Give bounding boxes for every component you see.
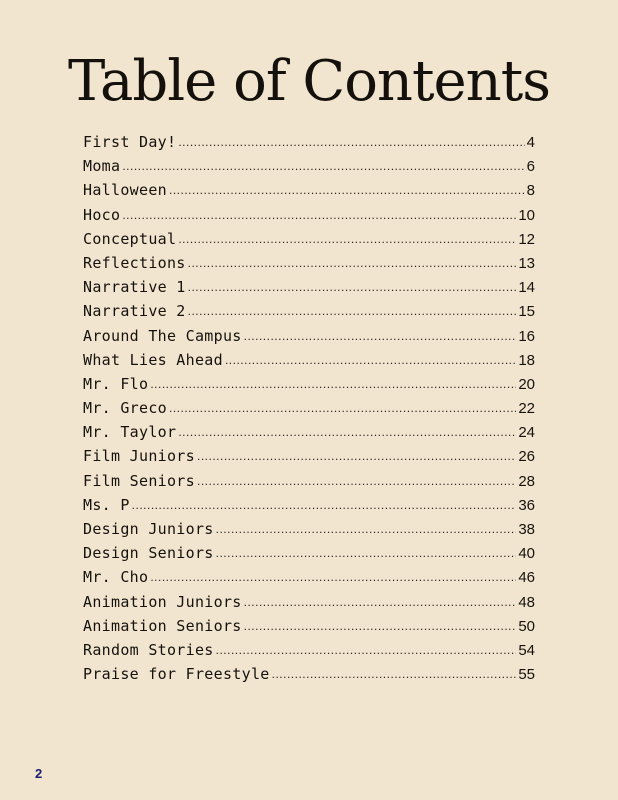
toc-entry-page: 13 bbox=[518, 254, 535, 272]
toc-entry-page: 22 bbox=[518, 400, 535, 418]
toc-entry-label: Narrative 2 bbox=[83, 302, 186, 321]
toc-entry-narrative-2[interactable] bbox=[83, 302, 535, 326]
toc-entry-page: 36 bbox=[518, 496, 535, 514]
page-number: 2 bbox=[35, 766, 43, 781]
toc-entry-animation-seniors[interactable] bbox=[83, 617, 535, 641]
dot-leader bbox=[272, 668, 517, 680]
toc-entry-mr-cho[interactable] bbox=[83, 568, 535, 592]
toc-entry-page: 50 bbox=[518, 617, 535, 635]
dot-leader bbox=[169, 402, 516, 414]
toc-entry-page: 40 bbox=[518, 545, 535, 563]
toc-entry-narrative-1[interactable] bbox=[83, 278, 535, 302]
toc-entry-moma[interactable] bbox=[83, 157, 535, 181]
toc-entry-page: 54 bbox=[518, 641, 535, 659]
toc-entry-conceptual[interactable] bbox=[83, 230, 535, 254]
page-title: Table of Contents bbox=[68, 49, 550, 114]
toc-entry-page: 18 bbox=[518, 351, 535, 369]
toc-entry-praise-for-freestyle[interactable] bbox=[83, 665, 535, 689]
toc-entry-page: 14 bbox=[518, 279, 535, 297]
toc-entry-label: Mr. Taylor bbox=[83, 423, 177, 442]
toc-entry-page: 24 bbox=[518, 424, 535, 442]
toc-entry-hoco[interactable] bbox=[83, 206, 535, 230]
toc-entry-mr-taylor[interactable] bbox=[83, 423, 535, 447]
toc-entry-label: Film Seniors bbox=[83, 471, 195, 490]
dot-leader bbox=[178, 233, 516, 245]
toc-entry-page: 8 bbox=[526, 182, 535, 200]
dot-leader bbox=[244, 596, 517, 608]
toc-entry-page: 46 bbox=[518, 569, 535, 587]
toc-entry-design-juniors[interactable] bbox=[83, 520, 535, 544]
toc-entry-label: Narrative 1 bbox=[83, 278, 186, 297]
toc-entry-label: Reflections bbox=[83, 253, 186, 272]
dot-leader bbox=[197, 475, 516, 487]
toc-entry-label: Mr. Cho bbox=[83, 568, 149, 587]
dot-leader bbox=[188, 305, 517, 317]
toc-entry-label: Halloween bbox=[83, 181, 167, 200]
dot-leader bbox=[178, 426, 516, 438]
toc-entry-random-stories[interactable] bbox=[83, 641, 535, 665]
toc-entry-page: 55 bbox=[518, 666, 535, 684]
toc-entry-mr-greco[interactable] bbox=[83, 399, 535, 423]
toc-entry-label: Animation Seniors bbox=[83, 616, 242, 635]
toc-entry-page: 12 bbox=[518, 230, 535, 248]
dot-leader bbox=[169, 184, 525, 196]
dot-leader bbox=[244, 330, 517, 342]
toc-entry-page: 16 bbox=[518, 327, 535, 345]
toc-entry-mr-flo[interactable] bbox=[83, 375, 535, 399]
toc-entry-label: Film Juniors bbox=[83, 447, 195, 466]
dot-leader bbox=[216, 644, 517, 656]
toc-entry-page: 15 bbox=[518, 303, 535, 321]
toc-entry-label: Animation Juniors bbox=[83, 592, 242, 611]
toc-entry-label: Around The Campus bbox=[83, 326, 242, 345]
dot-leader bbox=[122, 209, 516, 221]
toc-entry-design-seniors[interactable] bbox=[83, 544, 535, 568]
toc-entry-what-lies-ahead[interactable] bbox=[83, 351, 535, 375]
toc-entry-label: Ms. P bbox=[83, 495, 130, 514]
toc-entry-page: 38 bbox=[518, 521, 535, 538]
toc-entry-page: 10 bbox=[518, 206, 535, 224]
dot-leader bbox=[225, 354, 516, 366]
toc-entry-page: 48 bbox=[518, 593, 535, 611]
toc-entry-reflections[interactable] bbox=[83, 254, 535, 278]
toc-entry-film-juniors[interactable] bbox=[83, 447, 535, 471]
dot-leader bbox=[150, 378, 516, 390]
dot-leader bbox=[150, 571, 516, 583]
toc-entry-label: Conceptual bbox=[83, 229, 177, 248]
toc-entry-label: What Lies Ahead bbox=[83, 350, 223, 369]
dot-leader bbox=[197, 450, 516, 462]
toc-entry-page: 28 bbox=[518, 472, 535, 490]
toc-entry-label: First Day! bbox=[83, 133, 177, 151]
toc-entry-label: Random Stories bbox=[83, 640, 214, 659]
toc-entry-label: Design Juniors bbox=[83, 520, 214, 538]
toc-entry-page: 20 bbox=[518, 375, 535, 393]
toc-entry-film-seniors[interactable] bbox=[83, 472, 535, 496]
toc-entry-around-the-campus[interactable] bbox=[83, 327, 535, 351]
toc-entry-page: 26 bbox=[518, 448, 535, 466]
dot-leader bbox=[188, 281, 517, 293]
toc-entry-label: Design Seniors bbox=[83, 544, 214, 563]
dot-leader bbox=[216, 523, 517, 535]
toc-entry-label: Mr. Greco bbox=[83, 399, 167, 418]
toc-entry-label: Praise for Freestyle bbox=[83, 665, 270, 684]
dot-leader bbox=[216, 547, 517, 559]
toc-entry-animation-juniors[interactable] bbox=[83, 593, 535, 617]
toc-entry-page: 6 bbox=[526, 158, 535, 176]
dot-leader bbox=[122, 160, 524, 172]
dot-leader bbox=[188, 257, 517, 269]
toc-entry-ms-p[interactable] bbox=[83, 496, 535, 520]
toc-entry-first-day[interactable] bbox=[83, 133, 535, 157]
dot-leader bbox=[132, 499, 517, 511]
toc-entry-halloween[interactable] bbox=[83, 181, 535, 205]
table-of-contents bbox=[83, 133, 535, 689]
dot-leader bbox=[244, 620, 517, 632]
toc-entry-label: Moma bbox=[83, 157, 121, 176]
toc-entry-label: Hoco bbox=[83, 205, 121, 224]
dot-leader bbox=[178, 136, 524, 148]
toc-entry-page: 4 bbox=[526, 134, 535, 151]
toc-entry-label: Mr. Flo bbox=[83, 374, 149, 393]
